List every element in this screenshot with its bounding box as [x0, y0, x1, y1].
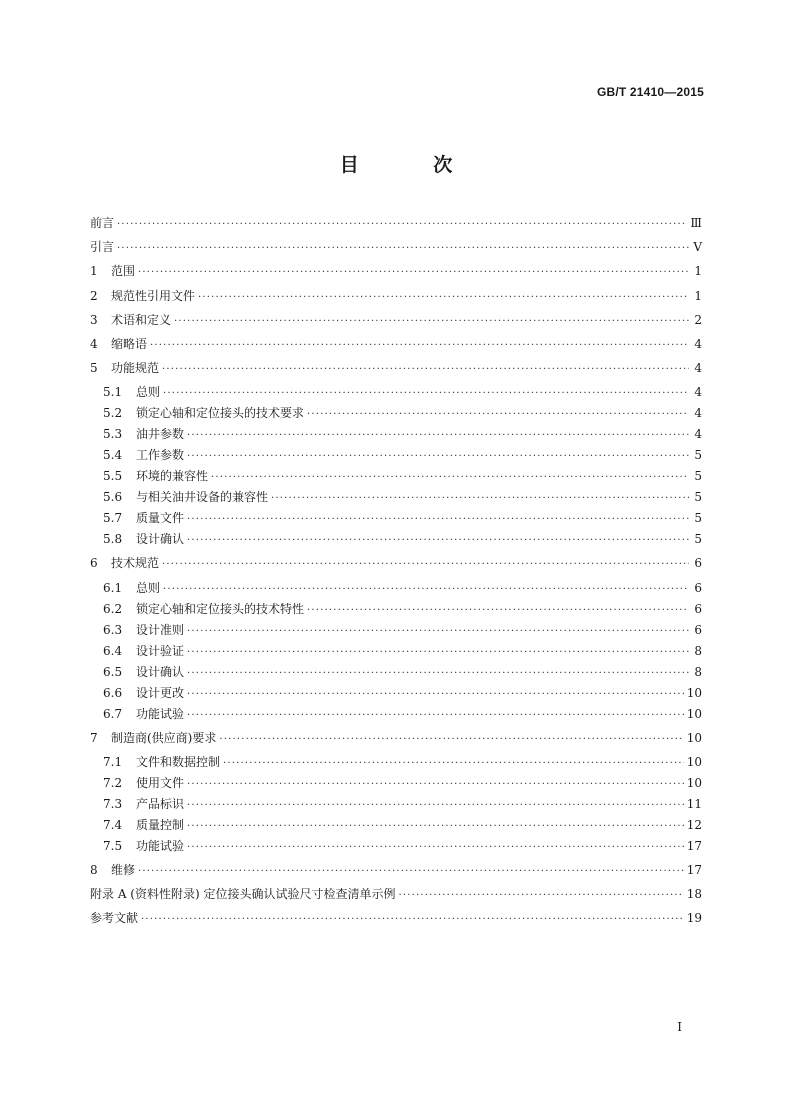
toc-entry-page: 10 [686, 685, 702, 700]
toc-entry[interactable] [90, 795, 702, 816]
dot-leader [187, 514, 689, 525]
toc-entry-page: 11 [686, 796, 702, 811]
toc-entry[interactable] [90, 621, 702, 642]
dot-leader [187, 430, 689, 441]
toc-entry-number: 3 [90, 312, 98, 327]
toc-entry-number: 8 [90, 862, 98, 877]
dot-leader [187, 710, 684, 721]
toc-entry-label: 设计更改 [136, 685, 185, 700]
toc-entry[interactable] [90, 238, 702, 262]
toc-entry-label: 使用文件 [136, 775, 185, 790]
toc-entry-number: 7.2 [103, 775, 123, 790]
toc-entry-label: 引言 [90, 240, 115, 255]
toc-entry-page: 6 [694, 580, 702, 595]
dot-leader [117, 219, 687, 230]
toc-entry-label: 功能规范 [111, 361, 160, 376]
toc-entry-number: 6.1 [103, 580, 123, 595]
toc-entry-number: 5.4 [103, 448, 123, 463]
toc-entry-page: Ⅲ [690, 216, 702, 230]
toc-entry-page: 10 [686, 775, 702, 790]
toc-entry-page: 17 [686, 862, 702, 877]
toc-entry-number: 5.8 [103, 532, 123, 547]
toc-entry[interactable] [90, 287, 702, 311]
toc-entry[interactable] [90, 488, 702, 509]
toc-entry-label: 功能试验 [136, 838, 185, 853]
toc-entry-page: 8 [694, 643, 702, 658]
toc-entry[interactable] [90, 467, 702, 488]
toc-entry-number: 7.3 [103, 796, 123, 811]
dot-leader [138, 267, 689, 278]
toc-entry-label: 缩略语 [111, 336, 148, 351]
toc-entry-number: 7.1 [103, 754, 123, 769]
toc-entry-page: 4 [694, 336, 702, 351]
toc-entry[interactable] [90, 684, 702, 705]
toc-entry-page: 18 [686, 886, 702, 901]
toc-entry-page: 8 [694, 664, 702, 679]
toc-entry[interactable] [90, 446, 702, 467]
toc-entry[interactable] [90, 816, 702, 837]
dot-leader [198, 292, 689, 303]
toc-entry-page: 4 [694, 427, 702, 442]
toc-entry-label: 总则 [136, 580, 161, 595]
toc-entry[interactable] [90, 753, 702, 774]
toc-entry-label: 产品标识 [136, 796, 185, 811]
toc-entry-label: 维修 [111, 862, 136, 877]
toc-entry[interactable] [90, 774, 702, 795]
dot-leader [163, 584, 689, 595]
toc-entry-number: 5.2 [103, 406, 123, 421]
dot-leader [174, 316, 689, 327]
dot-leader [398, 890, 683, 901]
toc-entry-label: 设计准则 [136, 622, 185, 637]
toc-entry-page: 6 [694, 556, 702, 571]
toc-entry-label: 质量控制 [136, 817, 185, 832]
toc-entry-label: 油井参数 [136, 427, 185, 442]
toc-entry-page: 5 [694, 532, 702, 547]
toc-entry-number: 6.5 [103, 664, 123, 679]
toc-entry-number: 6.7 [103, 706, 123, 721]
dot-leader [187, 451, 689, 462]
toc-entry-label: 工作参数 [136, 448, 185, 463]
toc-entry-label: 锁定心轴和定位接头的技术特性 [136, 601, 305, 616]
toc-entry[interactable] [90, 509, 702, 530]
dot-leader [141, 914, 684, 925]
toc-entry-label: 设计确认 [136, 664, 185, 679]
toc-entry-label: 总则 [136, 385, 161, 400]
toc-entry-number: 6.3 [103, 622, 123, 637]
toc-entry-page: 5 [694, 448, 702, 463]
toc-entry-label: 设计验证 [136, 643, 185, 658]
dot-leader [187, 647, 689, 658]
toc-entry-page: 19 [686, 911, 702, 926]
toc-entry-page: 4 [694, 361, 702, 376]
toc-entry[interactable] [90, 383, 702, 404]
dot-leader [150, 340, 689, 351]
dot-leader [271, 493, 689, 504]
dot-leader [117, 243, 689, 254]
toc-entry-page: 10 [686, 754, 702, 769]
toc-entry[interactable] [90, 359, 702, 383]
toc-entry-number: 7.4 [103, 817, 123, 832]
toc-entry-page: 6 [694, 622, 702, 637]
toc-entry-number: 5.6 [103, 490, 123, 505]
toc-entry-page: 4 [694, 406, 702, 421]
toc-entry[interactable] [90, 262, 702, 286]
toc-entry-number: 5.1 [103, 385, 123, 400]
dot-leader [307, 605, 689, 616]
dot-leader [187, 626, 689, 637]
toc-entry-label: 术语和定义 [111, 312, 172, 327]
page-title: 目 次 [339, 154, 487, 176]
toc-entry-number: 5 [90, 361, 98, 376]
toc-entry-number: 5.3 [103, 427, 123, 442]
dot-leader [138, 866, 684, 877]
toc-entry[interactable] [90, 909, 702, 933]
toc-entry-label: 设计确认 [136, 532, 185, 547]
toc-entry-label: 范围 [111, 264, 136, 279]
toc-entry-page: 5 [694, 511, 702, 526]
toc-entry-number: 7 [90, 730, 98, 745]
toc-entry-number: 2 [90, 288, 98, 303]
toc-entry-label: 质量文件 [136, 511, 185, 526]
dot-leader [211, 472, 689, 483]
dot-leader [163, 388, 689, 399]
toc-entry[interactable] [90, 642, 702, 663]
toc-entry-label: 附录 A (资料性附录) 定位接头确认试验尺寸检查清单示例 [90, 886, 396, 901]
toc-entry[interactable] [90, 214, 702, 238]
toc-entry[interactable] [90, 335, 702, 359]
page-number: I [677, 1020, 682, 1034]
toc-entry-number: 4 [90, 336, 98, 351]
toc-entry-page: 6 [694, 601, 702, 616]
dot-leader [187, 779, 684, 790]
toc-entry-number: 6 [90, 556, 98, 571]
toc-entry-label: 前言 [90, 216, 115, 230]
toc-entry-page: 5 [694, 490, 702, 505]
toc-entry-number: 1 [90, 264, 98, 279]
toc-entry-page: 1 [694, 264, 702, 279]
dot-leader [162, 364, 689, 375]
table-of-contents [90, 214, 702, 933]
toc-entry-label: 技术规范 [111, 556, 160, 571]
dot-leader [187, 800, 684, 811]
toc-entry-page: 1 [694, 288, 702, 303]
toc-entry-number: 6.2 [103, 601, 123, 616]
toc-entry-label: 功能试验 [136, 706, 185, 721]
toc-entry[interactable] [90, 311, 702, 335]
toc-entry-number: 6.6 [103, 685, 123, 700]
toc-entry-number: 6.4 [103, 643, 123, 658]
toc-entry[interactable] [90, 404, 702, 425]
toc-entry-number: 5.7 [103, 511, 123, 526]
toc-entry-number: 5.5 [103, 469, 123, 484]
toc-entry[interactable] [90, 425, 702, 446]
toc-entry-label: 文件和数据控制 [136, 754, 221, 769]
toc-entry[interactable] [90, 837, 702, 858]
toc-entry[interactable] [90, 530, 702, 551]
toc-entry-page: 5 [694, 469, 702, 484]
dot-leader [223, 758, 684, 769]
toc-entry[interactable] [90, 705, 702, 726]
standard-code: GB/T 21410—2015 [596, 85, 704, 99]
toc-entry[interactable] [90, 885, 702, 909]
toc-entry-page: 10 [686, 706, 702, 721]
dot-leader [187, 535, 689, 546]
toc-entry-page: 4 [694, 385, 702, 400]
toc-entry[interactable] [90, 729, 702, 753]
dot-leader [162, 559, 689, 570]
toc-entry[interactable] [90, 663, 702, 684]
dot-leader [187, 689, 684, 700]
dot-leader [307, 409, 689, 420]
toc-entry[interactable] [90, 579, 702, 600]
toc-entry-label: 制造商(供应商)要求 [111, 730, 217, 745]
toc-entry-number: 7.5 [103, 838, 123, 853]
dot-leader [187, 668, 689, 679]
toc-entry-label: 锁定心轴和定位接头的技术要求 [136, 406, 305, 421]
toc-entry[interactable] [90, 861, 702, 885]
dot-leader [219, 734, 683, 745]
toc-entry-page: 2 [694, 312, 702, 327]
toc-entry[interactable] [90, 554, 702, 578]
toc-entry[interactable] [90, 600, 702, 621]
toc-entry-page: 10 [686, 730, 702, 745]
dot-leader [187, 821, 684, 832]
toc-entry-label: 参考文献 [90, 911, 139, 926]
toc-entry-label: 与相关油井设备的兼容性 [136, 490, 269, 505]
toc-entry-label: 规范性引用文件 [111, 288, 196, 303]
toc-entry-page: 12 [686, 817, 702, 832]
dot-leader [187, 842, 684, 853]
toc-entry-label: 环境的兼容性 [136, 469, 209, 484]
toc-entry-page: Ⅴ [693, 240, 702, 255]
toc-entry-page: 17 [686, 838, 702, 853]
